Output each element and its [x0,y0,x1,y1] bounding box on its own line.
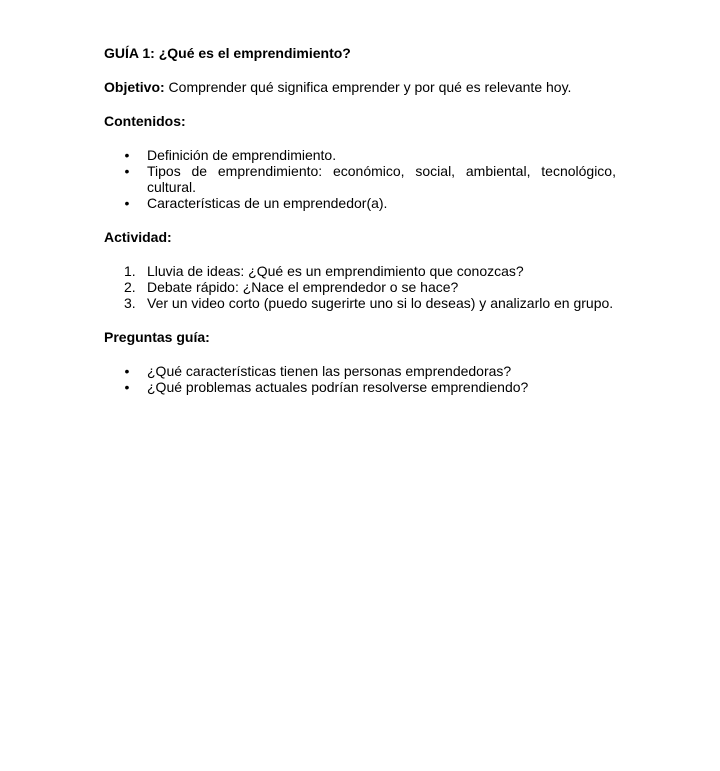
objective-label: Objetivo: [104,79,165,95]
list-item [104,263,616,279]
list-item-text: Tipos de emprendimiento: económico, social, ambiental, tecnológico, cultural. [147,163,616,195]
contents-heading: Contenidos: [104,113,186,129]
list-item-text: ¿Qué características tienen las personas emprendedoras? [147,363,512,379]
bullet-icon: • [124,147,130,163]
list-item [104,295,616,311]
bullet-icon: • [124,379,130,395]
activity-heading: Actividad: [104,229,172,245]
objective-text: Comprender qué significa emprender y por qué es relevante hoy. [164,79,572,95]
list-item [104,147,616,163]
list-item-text: Ver un video corto (puedo sugerirte uno si lo deseas) y analizarlo en grupo. [147,295,614,311]
objective-paragraph [104,79,616,95]
list-item [104,279,616,295]
list-item [104,195,616,211]
list-item [104,363,616,379]
list-item-text: Definición de emprendimiento. [147,147,337,163]
bullet-icon: • [124,195,130,211]
bullet-icon: • [124,363,130,379]
activity-list [104,263,616,311]
list-item [104,163,616,195]
list-number: 3. [124,295,136,311]
list-item-text: Características de un emprendedor(a). [147,195,388,211]
bullet-icon: • [124,163,130,179]
contents-list [104,147,616,211]
list-item-text: Debate rápido: ¿Nace el emprendedor o se hace? [147,279,459,295]
document-body [104,45,616,395]
list-item [104,379,616,395]
list-number: 1. [124,263,136,279]
list-number: 2. [124,279,136,295]
guiding-questions-list [104,363,616,395]
document-title: GUÍA 1: ¿Qué es el emprendimiento? [104,45,351,61]
list-item-text: ¿Qué problemas actuales podrían resolverse emprendiendo? [147,379,529,395]
list-item-text: Lluvia de ideas: ¿Qué es un emprendimiento que conozcas? [147,263,524,279]
guiding-questions-heading: Preguntas guía: [104,329,210,345]
